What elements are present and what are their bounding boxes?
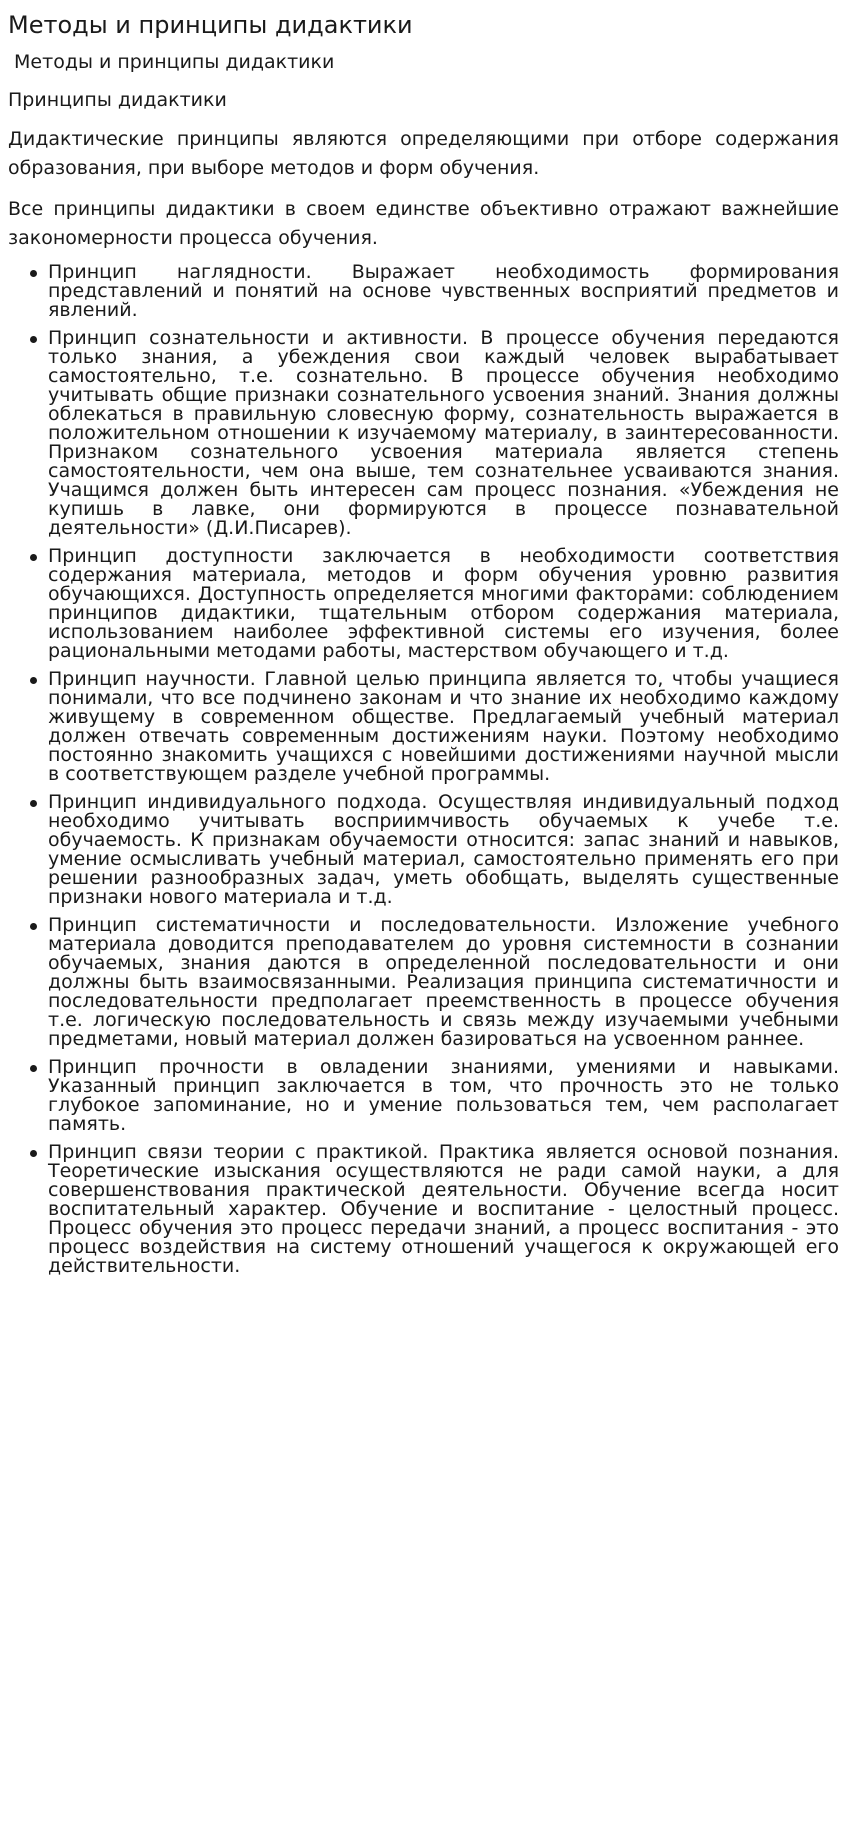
- list-item: [48, 1143, 839, 1276]
- list-item-text: Принцип связи теории с практикой. Практика является основой познания. Теоретические изыскания осуществляются не ради самой науки, а для совершенствования практической деятельности. Обучение всегда носит воспитательный характер. Обучение и воспитание - целостный процесс. Процесс обучения это процесс передачи знаний, а процесс воспитания - это процесс воздействия на систему отношений учащегося к окружающей его действительности.: [48, 1141, 839, 1277]
- list-item: [48, 1058, 839, 1134]
- list-item-text: Принцип наглядности. Выражает необходимость формирования представлений и понятий на основе чувственных восприятий предметов и явлений.: [48, 261, 839, 321]
- list-item: [48, 670, 839, 784]
- principles-list: [8, 263, 839, 1276]
- page-subtitle: Методы и принципы дидактики: [8, 51, 335, 73]
- bullet-icon: [30, 677, 37, 684]
- list-item-text: Принцип индивидуального подхода. Осуществляя индивидуальный подход необходимо учитывать восприимчивость обучаемых к учебе т.е. обучаемость. К признакам обучаемости относится: запас знаний и навыков, умение осмысливать учебный материал, самостоятельно применять его при решении разнообразных задач, уметь обобщать, выделять существенные признаки нового материала и т.д.: [48, 791, 839, 908]
- bullet-icon: [30, 270, 37, 277]
- page-title: Методы и принципы дидактики: [8, 11, 413, 39]
- list-item-text: Принцип научности. Главной целью принципа является то, чтобы учащиеся понимали, что все подчинено законам и что знание их необходимо каждому живущему в современном обществе. Предлагаемый учебный материал должен отвечать современным достижениям науки. Поэтому необходимо постоянно знакомить учащихся с новейшими достижениями научной мысли в соответствующем разделе учебной программы.: [48, 668, 839, 785]
- bullet-icon: [30, 1065, 37, 1072]
- bullet-icon: [30, 336, 37, 343]
- intro-paragraph: Все принципы дидактики в своем единстве объективно отражают важнейшие закономерности процесса обучения.: [8, 198, 839, 249]
- list-item: [48, 263, 839, 320]
- list-item: [48, 793, 839, 907]
- bullet-icon: [30, 554, 37, 561]
- list-item-text: Принцип прочности в овладении знаниями, умениями и навыками. Указанный принцип заключается в том, что прочность это не только глубокое запоминание, но и умение пользоваться тем, чем располагает память.: [48, 1056, 839, 1135]
- bullet-icon: [30, 923, 37, 930]
- list-item: [48, 916, 839, 1049]
- list-item-text: Принцип систематичности и последовательности. Изложение учебного материала доводится преподавателем до уровня системности в сознании обучаемых, знания даются в определенной последовательности и они должны быть взаимосвязанными. Реализация принципа систематичности и последовательности предполагает преемственность в процессе обучения т.е. логическую последовательность и связь между изучаемыми учебными предметами, новый материал должен базироваться на усвоенном раннее.: [48, 914, 839, 1050]
- bullet-icon: [30, 1150, 37, 1157]
- intro-paragraph: Дидактические принципы являются определяющими при отборе содержания образования, при выборе методов и форм обучения.: [8, 128, 839, 179]
- list-item-text: Принцип сознательности и активности. В процессе обучения передаются только знания, а убеждения свои каждый человек вырабатывает самостоятельно, т.е. сознательно. В процессе обучения необходимо учитывать общие признаки сознательного усвоения знаний. Знания должны облекаться в правильную словесную форму, сознательность выражается в положительном отношении к изучаемому материалу, в заинтересованности. Признаком сознательного усвоения материала является степень самостоятельности, чем она выше, тем сознательнее усваиваются знания. Учащимся должен быть интересен сам процесс познания. «Убеждения не купишь в лавке, они формируются в процессе познавательной деятельности» (Д.И.Писарев).: [48, 327, 839, 539]
- list-item: [48, 329, 839, 538]
- list-item: [48, 547, 839, 661]
- section-heading: Принципы дидактики: [8, 89, 227, 111]
- list-item-text: Принцип доступности заключается в необходимости соответствия содержания материала, методов и форм обучения уровню развития обучающихся. Доступность определяется многими факторами: соблюдением принципов дидактики, тщательным отбором содержания материала, использованием наиболее эффективной системы его изучения, более рациональными методами работы, мастерством обучающего и т.д.: [48, 545, 839, 662]
- bullet-icon: [30, 800, 37, 807]
